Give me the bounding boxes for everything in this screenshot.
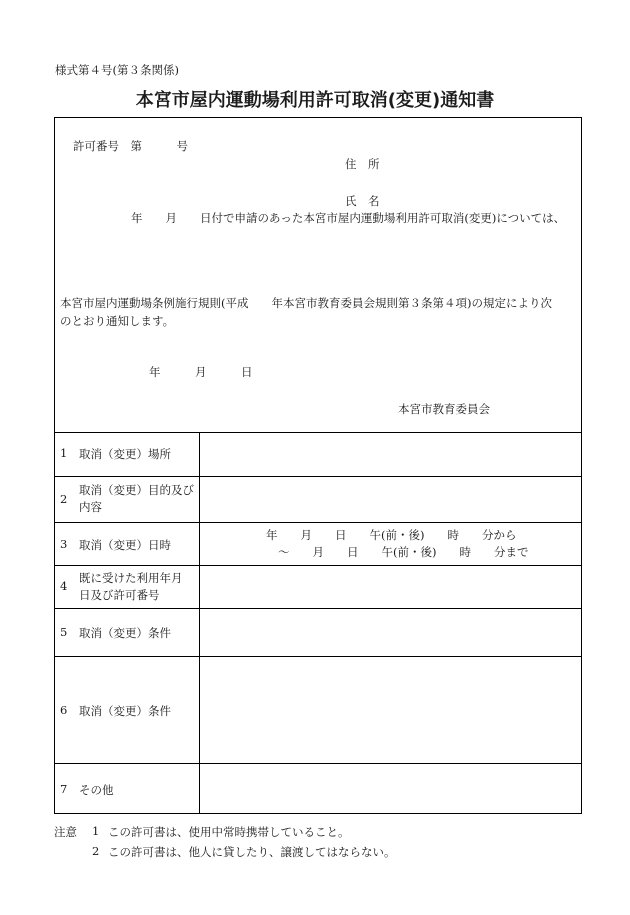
- row-number: 2: [60, 492, 68, 506]
- table-row: [55, 764, 581, 814]
- issue-date: 年 月 日: [149, 365, 253, 379]
- row-label-cell: [55, 477, 200, 522]
- name-label: 氏 名: [345, 194, 380, 208]
- row-number: 3: [60, 537, 68, 551]
- place-field[interactable]: [200, 432, 581, 476]
- table-row: [55, 657, 581, 764]
- table-row: [55, 566, 581, 609]
- datetime-to: ～ 月 日 午(前・後) 時 分まで: [278, 545, 529, 559]
- row-number: 1: [60, 446, 68, 460]
- notes-heading: 注意: [54, 825, 77, 839]
- table-row: [55, 432, 581, 477]
- condition-field-1[interactable]: [200, 609, 581, 656]
- row-number: 5: [60, 625, 68, 639]
- datetime-field[interactable]: [200, 523, 581, 565]
- table-row: [55, 523, 581, 566]
- row-label-cell: [55, 657, 200, 763]
- row-label-cell: [55, 566, 200, 608]
- table-row: [55, 609, 581, 657]
- note-number: 1: [92, 824, 100, 838]
- legal-basis-line-2: のとおり通知します。: [60, 314, 175, 328]
- purpose-field[interactable]: [200, 477, 581, 522]
- legal-basis-line-1: 本宮市屋内運動場条例施行規則(平成 年本宮市教育委員会規則第３条第４項)の規定により次: [60, 296, 552, 310]
- notice-header-section: [55, 118, 581, 433]
- document-title: 本宮市屋内運動場利用許可取消(変更)通知書: [135, 90, 495, 111]
- row-label-cell: [55, 764, 200, 814]
- row-label-cell: [55, 432, 200, 476]
- row-label: 既に受けた利用年月 日及び許可番号: [79, 571, 183, 602]
- row-label: 取消（変更）条件: [79, 704, 171, 718]
- row-number: 4: [60, 579, 68, 593]
- condition-field-2[interactable]: [200, 657, 581, 763]
- issuer-name: 本宮市教育委員会: [398, 402, 490, 416]
- note-number: 2: [92, 844, 100, 858]
- row-number: 7: [60, 782, 68, 796]
- table-row: [55, 477, 581, 523]
- permit-number-text: 許可番号 第 号: [73, 139, 188, 153]
- row-label: 取消（変更）目的及び 内容: [79, 483, 194, 514]
- datetime-from: 年 月 日 午(前・後) 時 分から: [266, 528, 517, 542]
- prior-permit-field[interactable]: [200, 566, 581, 608]
- row-label: 取消（変更）日時: [79, 538, 171, 552]
- form-number-label: 様式第４号(第３条関係): [55, 63, 179, 77]
- row-number: 6: [60, 703, 68, 717]
- row-label-cell: [55, 523, 200, 565]
- note-text: この許可書は、他人に貸したり、譲渡してはならない。: [108, 845, 396, 859]
- row-label: 取消（変更）条件: [79, 626, 171, 640]
- row-label: その他: [79, 783, 114, 797]
- intro-sentence: 年 月 日付で申請のあった本宮市屋内運動場利用許可取消(変更)については、: [131, 211, 566, 225]
- note-text: この許可書は、使用中常時携帯していること。: [108, 825, 350, 839]
- address-label: 住 所: [345, 157, 380, 171]
- row-label-cell: [55, 609, 200, 656]
- notice-form: [54, 117, 582, 814]
- row-label: 取消（変更）場所: [79, 447, 171, 461]
- other-field[interactable]: [200, 764, 581, 814]
